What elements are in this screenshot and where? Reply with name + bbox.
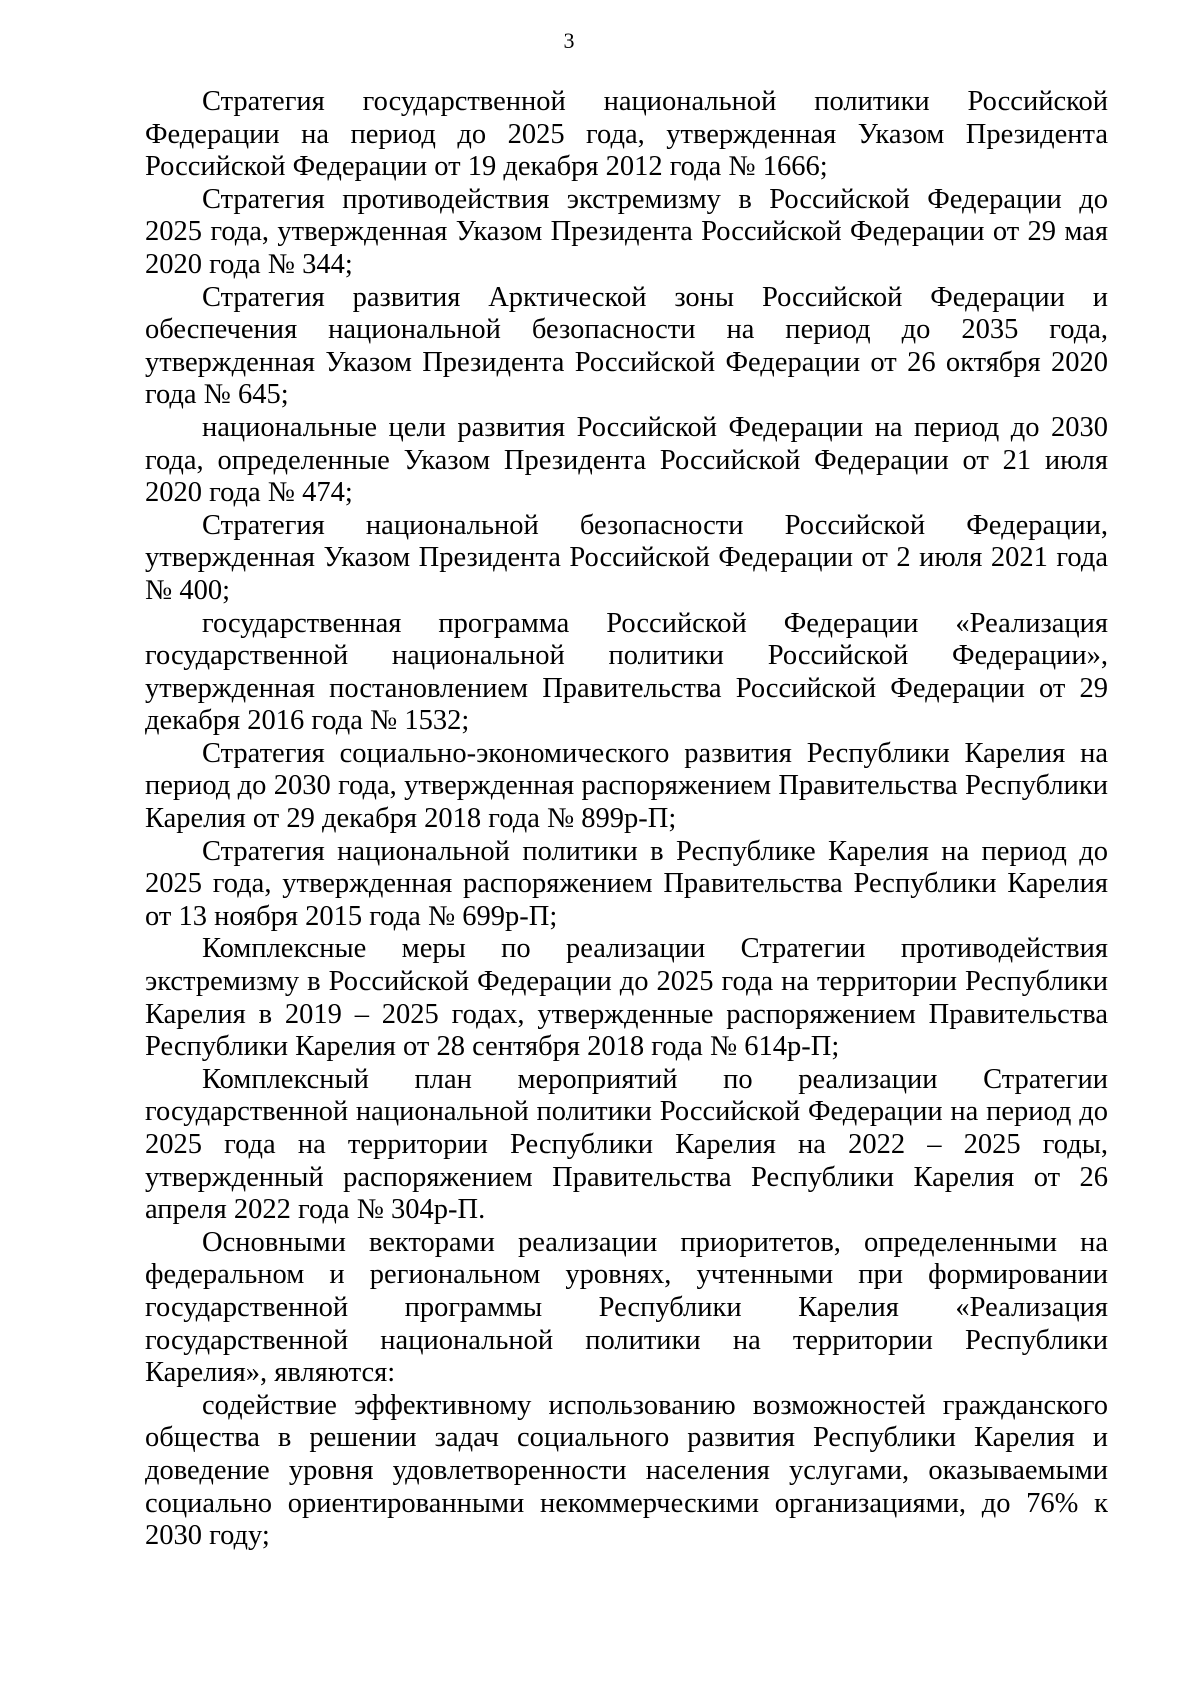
paragraph-strategy-counter-extremism: Стратегия противодействия экстремизму в Российской Федерации до 2025 года, утвержденная Указом Президента Российской Федерации от 29 мая 2020 года № 344; xyxy=(145,183,1108,280)
page-number: 3 xyxy=(563,28,575,53)
document-body xyxy=(145,86,1108,1553)
paragraph-complex-plan-2022-2025: Комплексный план мероприятий по реализации Стратегии государственной национальной политики Российской Федерации на период до 2025 года на территории Республики Карелия на 2022 – 2025 годы, утвержденный распоряжением Правительства Республики Карелия от 26 апреля 2022 года № 304р-П. xyxy=(145,1063,1108,1226)
paragraph-socioeconomic-strategy-karelia: Стратегия социально-экономического развития Республики Карелия на период до 2030 года, утвержденная распоряжением Правительства Республики Карелия от 29 декабря 2018 года № 899р-П; xyxy=(145,737,1108,835)
paragraph-national-goals-2030: национальные цели развития Российской Федерации на период до 2030 года, определенные Указом Президента Российской Федерации от 21 июля 2020 года № 474; xyxy=(145,411,1108,509)
paragraph-strategy-national-policy-rf: Стратегия государственной национальной политики Российской Федерации на период до 2025 года, утвержденная Указом Президента Российской Федерации от 19 декабря 2012 года № 1666; xyxy=(145,86,1108,183)
paragraph-national-security-strategy: Стратегия национальной безопасности Российской Федерации, утвержденная Указом Президента Российской Федерации от 2 июля 2021 года № 400; xyxy=(145,509,1108,606)
paragraph-civil-society: содействие эффективному использованию возможностей гражданского общества в решении задач социального развития Республики Карелия и доведение уровня удовлетворенности населения услугами, оказываемыми социально ориентированными некоммерческими организациями, до 76% к 2030 году; xyxy=(145,1389,1108,1552)
paragraph-strategy-arctic-zone: Стратегия развития Арктической зоны Российской Федерации и обеспечения национальной безопасности на период до 2035 года, утвержденная Указом Президента Российской Федерации от 26 октября 2020 года № 645; xyxy=(145,281,1108,411)
paragraph-complex-measures-extremism: Комплексные меры по реализации Стратегии противодействия экстремизму в Российской Федерации до 2025 года на территории Республики Карелия в 2019 – 2025 годах, утвержденные распоряжением Правительства Республики Карелия от 28 сентября 2018 года № 614р-П; xyxy=(145,933,1108,1063)
paragraph-national-policy-karelia: Стратегия национальной политики в Республике Карелия на период до 2025 года, утвержденная распоряжением Правительства Республики Карелия от 13 ноября 2015 года № 699р-П; xyxy=(145,835,1108,932)
paragraph-state-program-rf: государственная программа Российской Федерации «Реализация государственной национальной политики Российской Федерации», утвержденная постановлением Правительства Российской Федерации от 29 декабря 2016 года № 1532; xyxy=(145,607,1108,737)
paragraph-main-vectors: Основными векторами реализации приоритетов, определенными на федеральном и региональном уровнях, учтенными при формировании государственной программы Республики Карелия «Реализация государственной национальной политики на территории Республики Карелия», являются: xyxy=(145,1226,1108,1389)
